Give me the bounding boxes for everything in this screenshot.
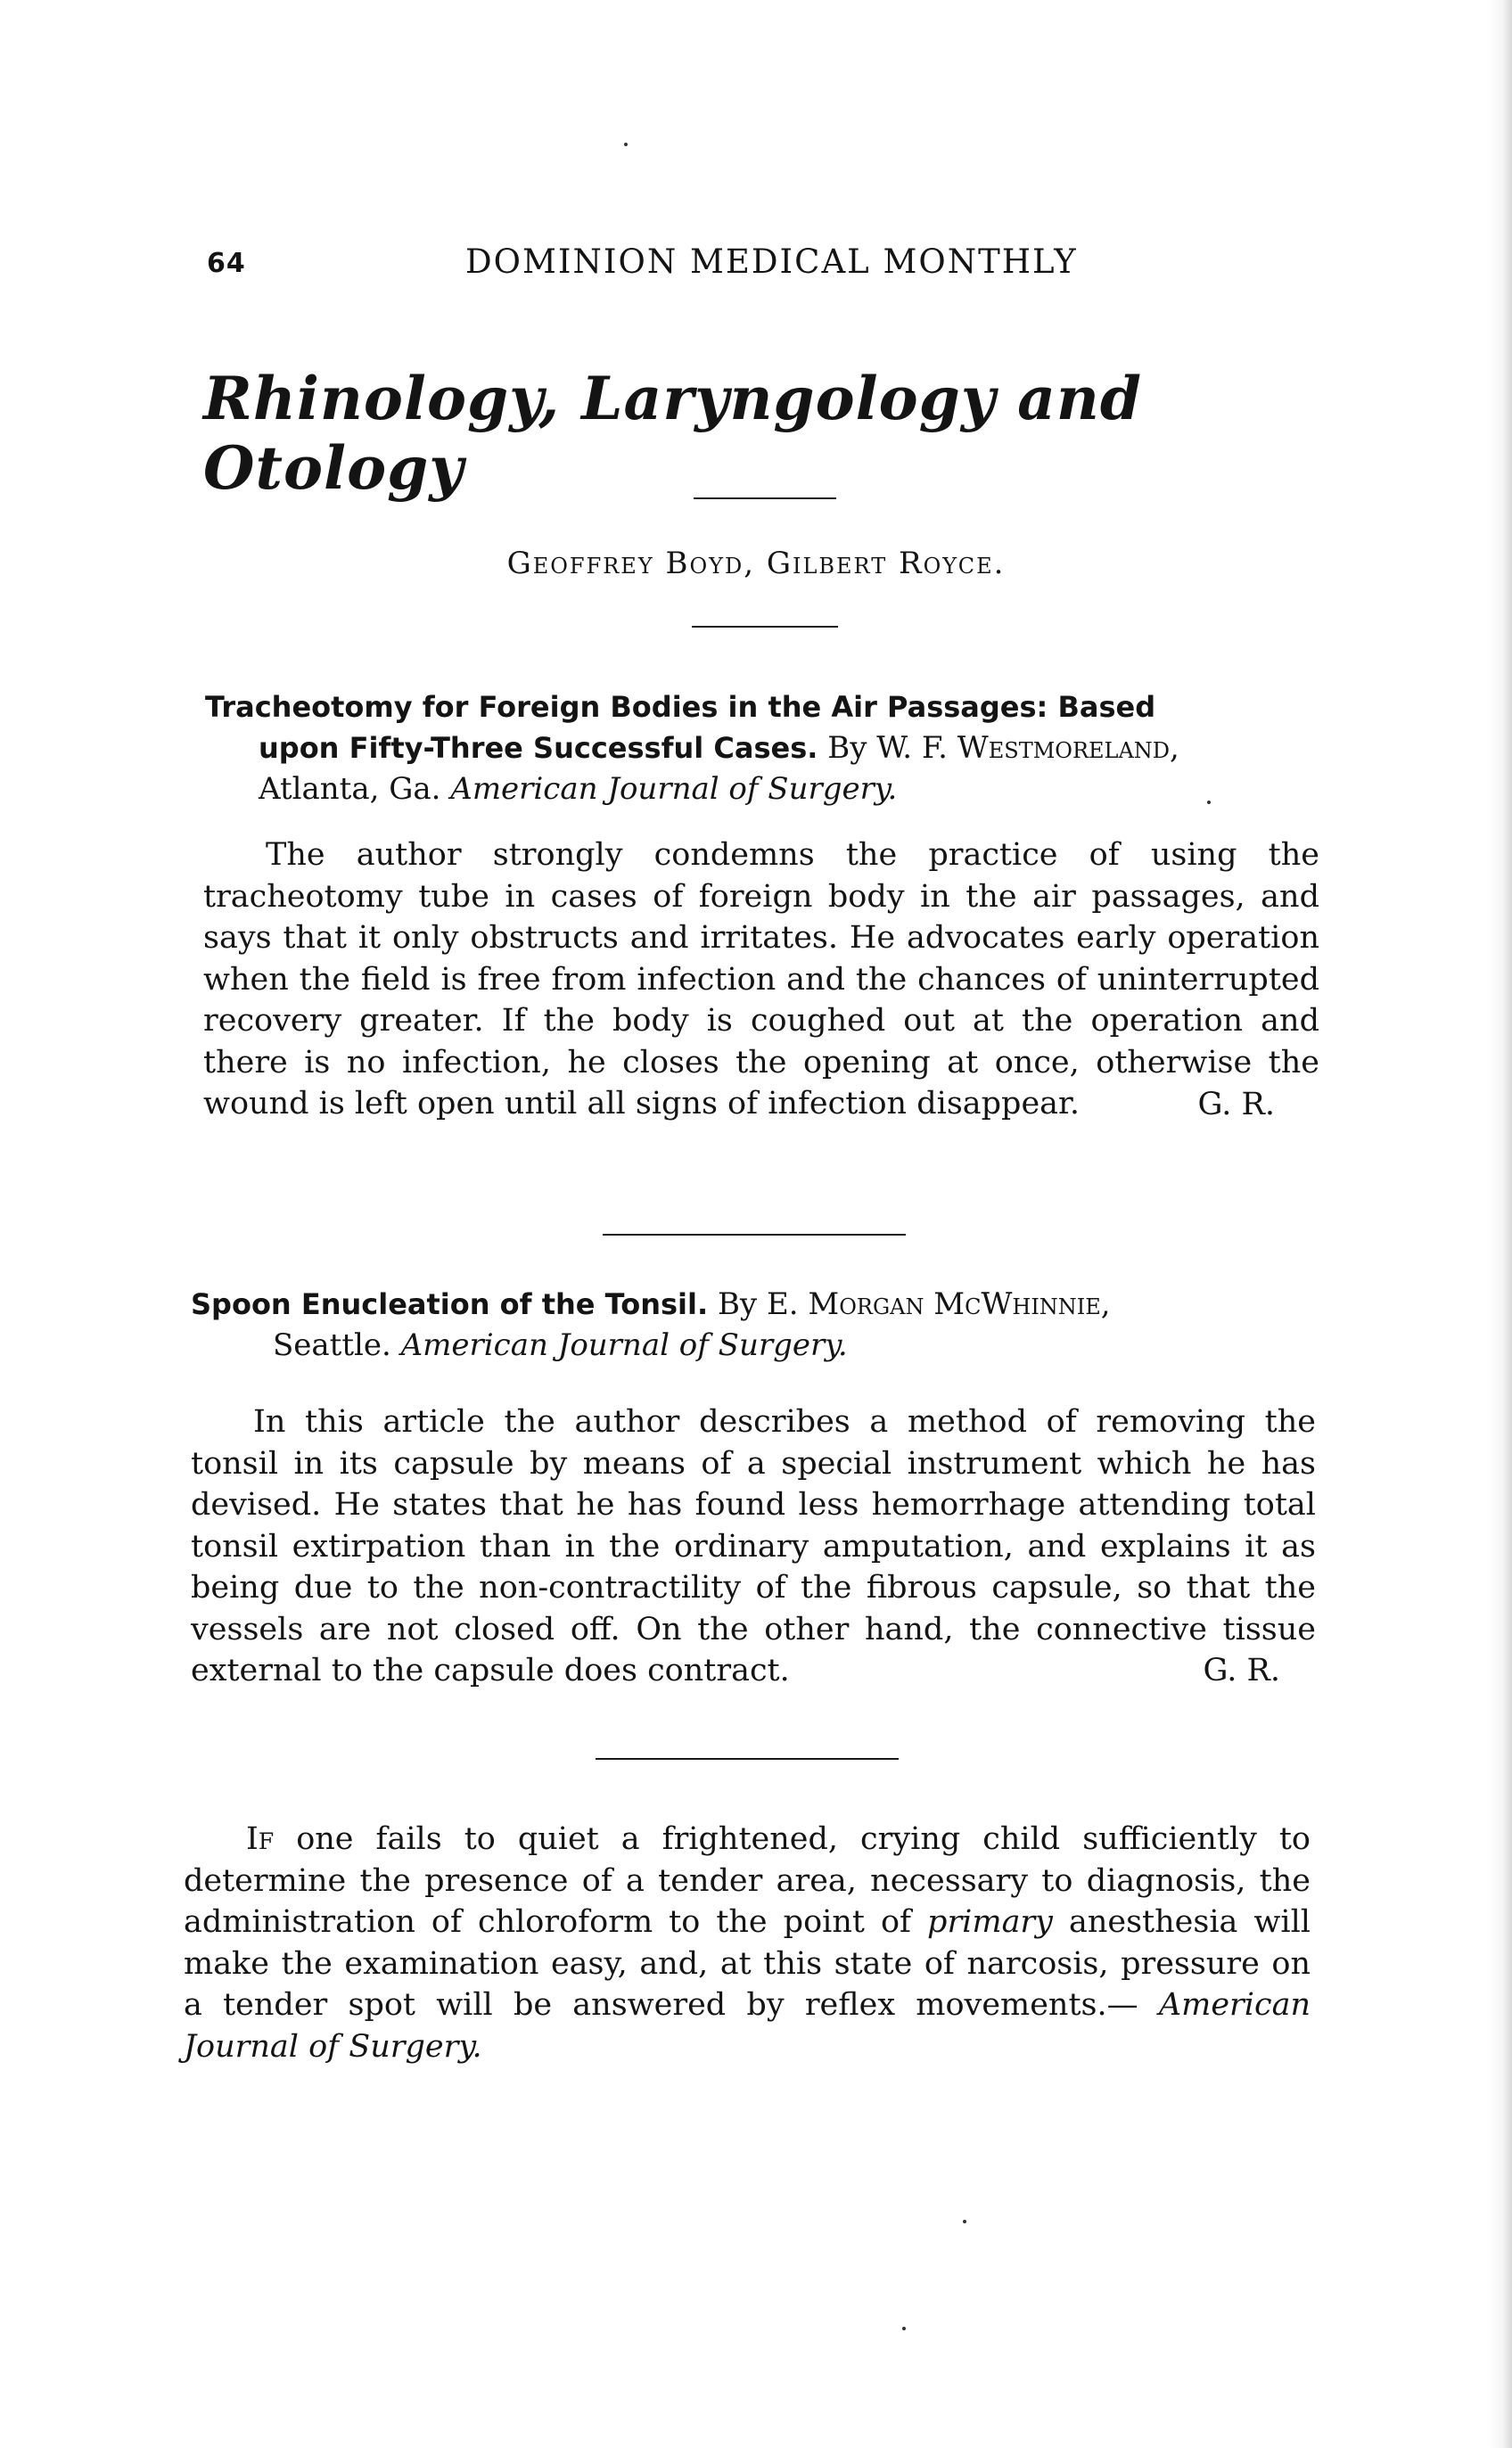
section-editors: Geoffrey Boyd, Gilbert Royce.	[506, 546, 1006, 581]
article-heading	[191, 1284, 1332, 1366]
section-title: Rhinology, Laryngology and Otology	[203, 364, 1143, 503]
article-body	[191, 1401, 1316, 1692]
article-author: Westmoreland,	[957, 730, 1179, 766]
scanned-page-edge	[1489, 0, 1512, 2448]
paper-speck	[624, 143, 628, 146]
article-author: Morgan McWhinnie,	[808, 1286, 1111, 1322]
note-text: one fails to quiet a frightened, crying child sufficiently to determine the presence of a tender area, necessary to diagnosis, the administration of chloroform to the point of	[184, 1821, 1311, 1940]
paper-speck	[902, 2327, 906, 2330]
article-source: American Journal of Surgery.	[450, 771, 898, 807]
article-text: In this article the author describes a method of removing the tonsil in its capsule by means of a special instrument which he has devised. He states that he has found less hemorrhage attending total tonsil extirpation than in the ordinary amputation, and explains it as being due to the non-contractility of the fibrous capsule, so that the vessels are not closed off. On the other hand, the connective tissue external to the capsule does contract.	[191, 1404, 1316, 1688]
note-paragraph	[184, 1819, 1311, 2067]
note-emphasis: primary	[927, 1904, 1053, 1940]
paper-speck	[963, 2220, 966, 2223]
note-text: anesthesia will make the examination easy, and, at this state of narcosis, pressure on a tender spot will be answered by reflex movements.—	[184, 1904, 1311, 2023]
article-source: American Journal of Surgery.	[400, 1327, 848, 1363]
article-title-line: upon Fifty-Three Successful Cases.	[259, 731, 818, 765]
note-lead: If	[246, 1821, 275, 1857]
article-signature: G. R.	[1203, 1653, 1280, 1688]
divider	[603, 1234, 906, 1236]
divider	[596, 1758, 899, 1760]
article-heading	[205, 686, 1346, 809]
article-by: By E.	[717, 1286, 799, 1322]
article-title-line: Tracheotomy for Foreign Bodies in the Air Passages: Based	[205, 690, 1156, 724]
article-place: Seattle.	[273, 1327, 391, 1363]
article-title: Spoon Enucleation of the Tonsil.	[191, 1287, 709, 1321]
article-body	[203, 834, 1319, 1125]
divider	[692, 626, 838, 628]
journal-title: DOMINION MEDICAL MONTHLY	[465, 242, 1078, 281]
paper-speck	[1207, 801, 1211, 804]
divider	[694, 497, 836, 499]
article-by: By W. F.	[827, 730, 948, 766]
note-source: American Journal of Surgery.	[184, 1987, 1311, 2065]
page-number: 64	[207, 248, 246, 279]
article-signature: G. R.	[1197, 1086, 1275, 1122]
article-text: The author strongly condemns the practice of using the tracheotomy tube in cases of foreign body in the air passages, and says that it only obstructs and irritates. He advocates early operation when the field is free from infection and the chances of uninterrupted recovery greater. If the body is coughed out at the operation and there is no infection, he closes the opening at once, otherwise the wound is left open until all signs of infection disappear.	[203, 837, 1319, 1121]
article-place: Atlanta, Ga.	[259, 771, 441, 807]
